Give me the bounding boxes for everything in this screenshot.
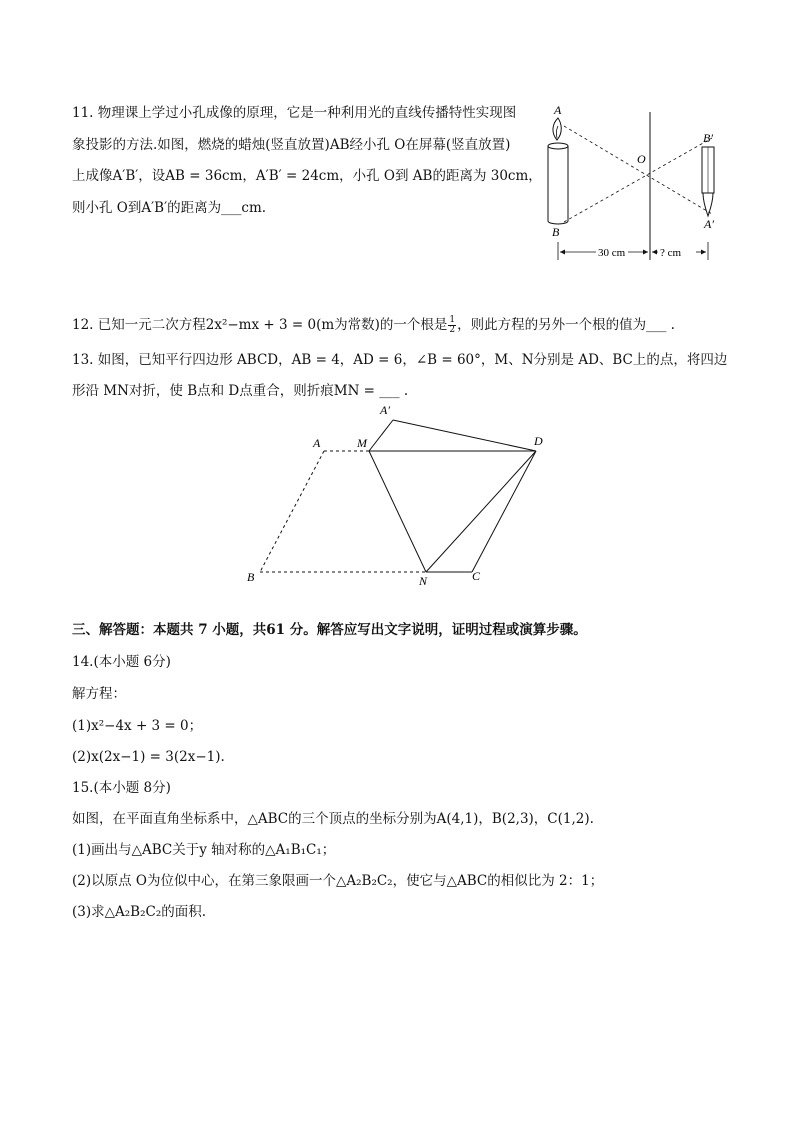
fold-line-mn [369,451,426,572]
q15-title: 15.(本小题 8分) [72,780,171,796]
q12-line [72,315,675,335]
dim-right-label: ? cm [660,247,682,259]
label-b: B [552,225,560,239]
parallelogram-figure [240,398,560,593]
q11-line-1: 11. 物理课上学过小孔成像的原理，它是一种利用光的直线传播特性实现图 [72,105,517,121]
q15-part-3: (3)求△A₂B₂C₂的面积. [72,904,207,920]
q12-text-after: ，则此方程的另外一个根的值为___ . [457,317,675,333]
label-a-prime: A′ [380,403,390,417]
label-a-prime: A′ [704,217,714,231]
q13-line-1: 13. 如图，已知平行四边形 ABCD，AB = 4，AD = 6，∠B = 60°，M、N分别是 AD、BC上的点，将四边 [72,352,728,368]
label-d: D [534,434,543,448]
label-a: A [554,103,562,117]
q14-part-2: (2)x(2x−1) = 3(2x−1). [72,749,225,765]
label-c: C [472,569,481,583]
label-a: A [313,436,321,450]
dim-left-label: 30 cm [598,247,626,259]
q14-instruction: 解方程： [72,686,126,702]
label-m: M [357,436,367,450]
label-b: B [247,570,255,584]
section-header: 三、解答题：本题共 7 小题，共61 分。解答应写出文字说明，证明过程或演算步骤。 [72,622,587,638]
q11-line-3: 上成像A′B′，设AB = 36cm，A′B′ = 24cm，小孔 O到 AB的距离为 30cm， [72,168,542,184]
q11-line-2: 象投影的方法.如图，燃烧的蜡烛(竖直放置)AB经小孔 O在屏幕(竖直放置) [72,137,511,153]
label-b-prime: B′ [703,131,713,145]
pinhole-figure [540,100,720,270]
image-flame-icon [703,193,713,216]
q12-fraction [448,316,456,335]
q12-frac-num: 1 [449,315,456,325]
q14-part-1: (1)x²−4x + 3 = 0； [72,718,203,734]
q11-line-4: 则小孔 O到A′B′的距离为___cm. [72,200,267,216]
q15-part-2: (2)以原点 O为位似中心，在第三象限画一个△A₂B₂C₂，使它与△ABC的相似比为 2：1； [72,873,604,889]
label-n: N [419,574,428,588]
label-o: O [637,152,646,166]
q12-frac-den: 2 [449,325,456,335]
q15-intro: 如图，在平面直角坐标系中，△ABC的三个顶点的坐标分别为A(4,1)，B(2,3)，C(1,2). [72,811,594,827]
q12-text: 12. 已知一元二次方程2x²−mx + 3 = 0(m为常数)的一个根是 [72,317,448,333]
q13-line-2: 形沿 MN对折，使 B点和 D点重合，则折痕MN = ___ . [72,383,409,399]
q14-title: 14.(本小题 6分) [72,654,171,670]
q15-part-1: (1)画出与△ABC关于y 轴对称的△A₁B₁C₁； [72,842,336,858]
